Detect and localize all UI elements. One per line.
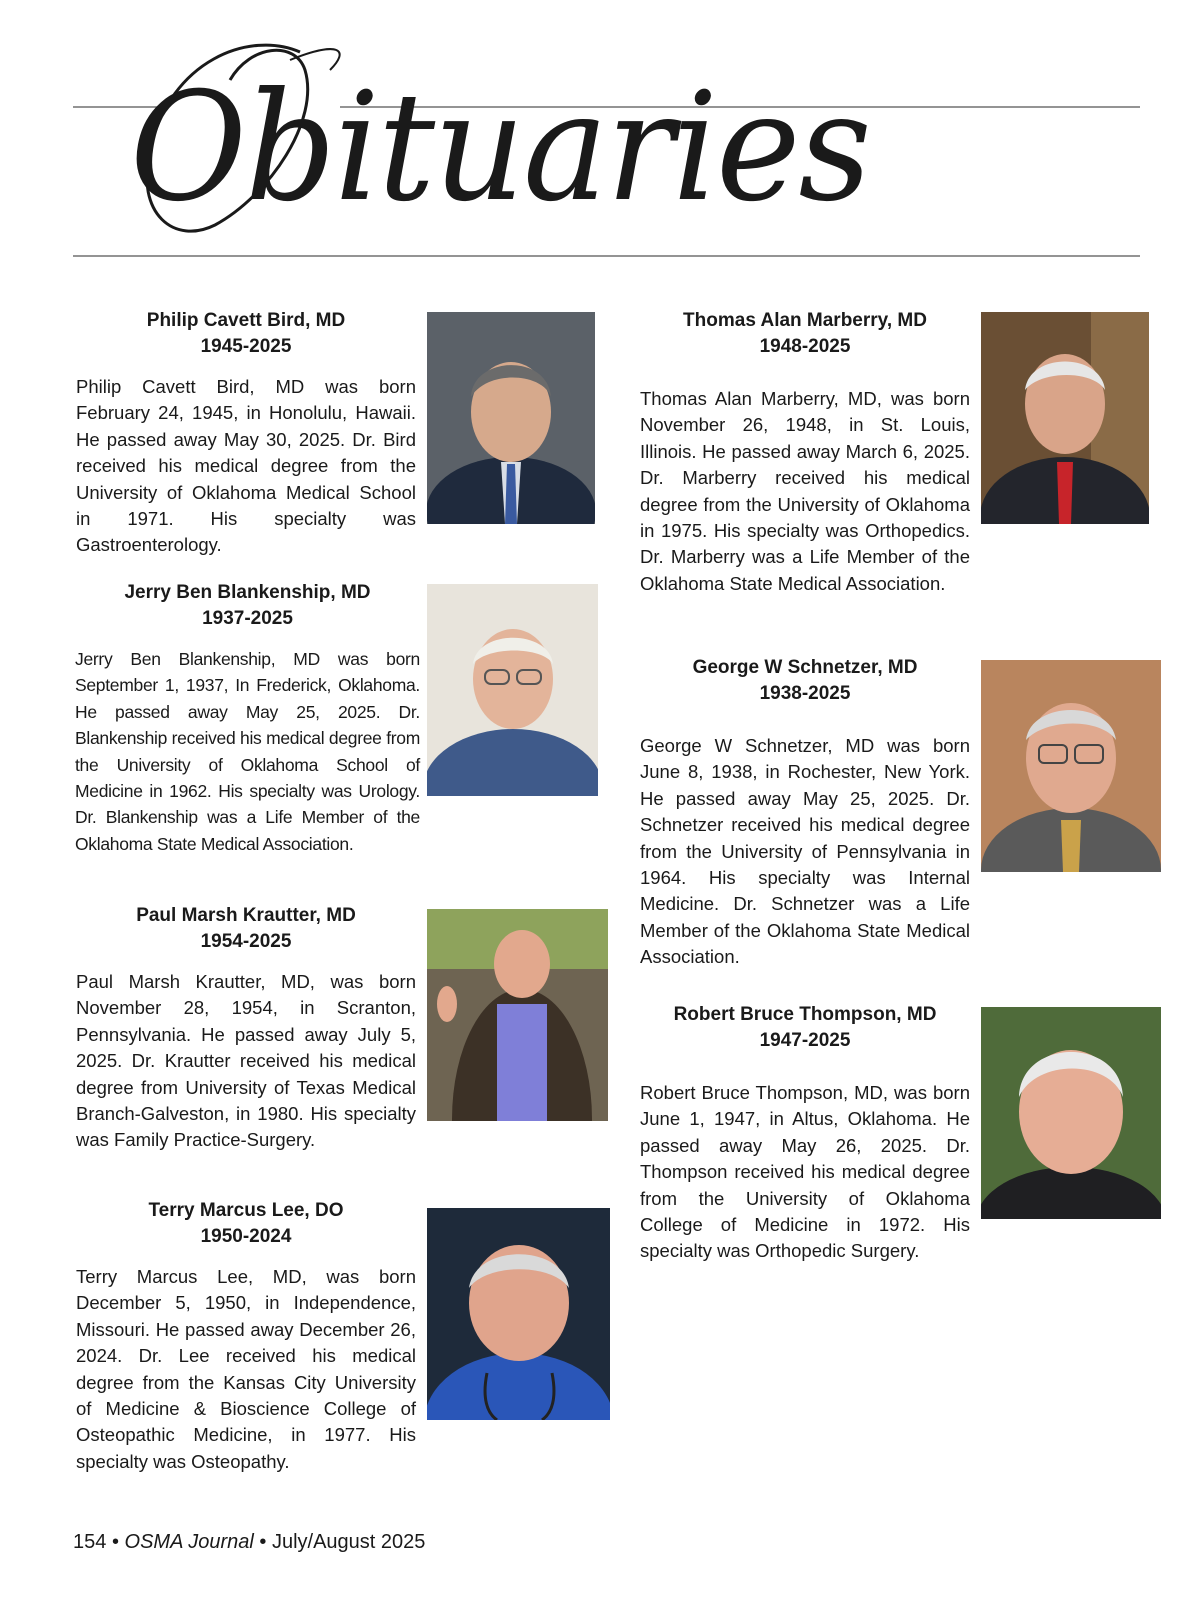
portrait-photo	[981, 312, 1149, 524]
obituary-text	[640, 1002, 970, 1265]
portrait-photo	[427, 584, 598, 796]
obituary-text	[76, 1198, 416, 1475]
obituary-bio: Philip Cavett Bird, MD was born February 24, 1945, in Honolulu, Hawaii. He passed away May 30, 2025. Dr. Bird received his medical degree from the University of Oklahoma Medical School in 1971. His specialty was Gastroenterology.	[76, 376, 416, 556]
obituary-bio: Thomas Alan Marberry, MD, was born November 26, 1948, in St. Louis, Illinois. He passed away March 6, 2025. Dr. Marberry received his medical degree from the University of Oklahoma in 1975. His specialty was Orthopedics. Dr. Marberry was a Life Member of the Oklahoma State Medical Association.	[640, 388, 970, 594]
page-number: 154	[73, 1531, 107, 1553]
portrait-photo	[427, 312, 595, 524]
obituary-years: 1945-2025	[200, 336, 292, 357]
obituary-name: George W Schnetzer, MD	[692, 657, 918, 678]
obituary-bio: Jerry Ben Blankenship, MD was born September 1, 1937, In Frederick, Oklahoma. He passed away May 25, 2025. Dr. Blankenship received his medical degree from the University of Oklahoma School of Medicine in 1962. His specialty was Urology. Dr. Blankenship was a Life Member of the Oklahoma State Medical Association.	[75, 649, 420, 854]
obituary-years: 1954-2025	[200, 931, 292, 952]
issue-date: July/August 2025	[271, 1531, 426, 1553]
page-footer	[73, 1531, 425, 1554]
obituary-years: 1947-2025	[759, 1030, 851, 1051]
obituary-bio: Robert Bruce Thompson, MD, was born June 1, 1947, in Altus, Oklahoma. He passed away May 26, 2025. Dr. Thompson received his medical degree from the University of Oklahoma College of Medicine in 1972. His specialty was Orthopedic Surgery.	[640, 1082, 970, 1262]
portrait-photo	[981, 660, 1161, 872]
obituary-bio: Terry Marcus Lee, MD, was born December 5, 1950, in Independence, Missouri. He passed away December 26, 2024. Dr. Lee received his medical degree from the Kansas City University of Medicine & Bioscience College of Osteopathic Medicine, in 1977. His specialty was Osteopathy.	[76, 1266, 416, 1472]
obituary-text	[75, 580, 420, 857]
obituary-name: Jerry Ben Blankenship, MD	[124, 582, 371, 603]
portrait-photo	[427, 1208, 610, 1420]
portrait-photo	[427, 909, 608, 1121]
obituary-years: 1938-2025	[759, 683, 851, 704]
obituary-years: 1950-2024	[200, 1226, 292, 1247]
obituary-name: Thomas Alan Marberry, MD	[683, 310, 927, 331]
obituary-bio: George W Schnetzer, MD was born June 8, 1938, in Rochester, New York. He passed away May 25, 2025. Dr. Schnetzer received his medical degree from the University of Pennsylvania in 1964. His specialty was Internal Medicine. Dr. Schnetzer was a Life Member of the Oklahoma State Medical Association.	[640, 735, 970, 968]
obituary-name: Paul Marsh Krautter, MD	[136, 905, 356, 926]
obituary-years: 1948-2025	[759, 336, 851, 357]
journal-name: OSMA Journal	[124, 1531, 254, 1553]
footer-separator: •	[259, 1531, 267, 1553]
obituary-text	[76, 308, 416, 559]
obituary-text	[640, 308, 970, 597]
page-title: Obituaries	[130, 61, 870, 235]
masthead	[0, 0, 1200, 270]
obituary-name: Robert Bruce Thompson, MD	[673, 1004, 937, 1025]
obituary-name: Philip Cavett Bird, MD	[146, 310, 346, 331]
obituary-name: Terry Marcus Lee, DO	[148, 1200, 344, 1221]
obituary-bio: Paul Marsh Krautter, MD, was born November 28, 1954, in Scranton, Pennsylvania. He passed away July 5, 2025. Dr. Krautter received his medical degree from University of Texas Medical Branch-Galveston, in 1980. His specialty was Family Practice-Surgery.	[76, 971, 416, 1151]
footer-separator: •	[111, 1531, 119, 1553]
portrait-photo	[981, 1007, 1161, 1219]
obituary-years: 1937-2025	[202, 608, 293, 629]
obituary-text	[640, 655, 970, 971]
obituary-text	[76, 903, 416, 1154]
